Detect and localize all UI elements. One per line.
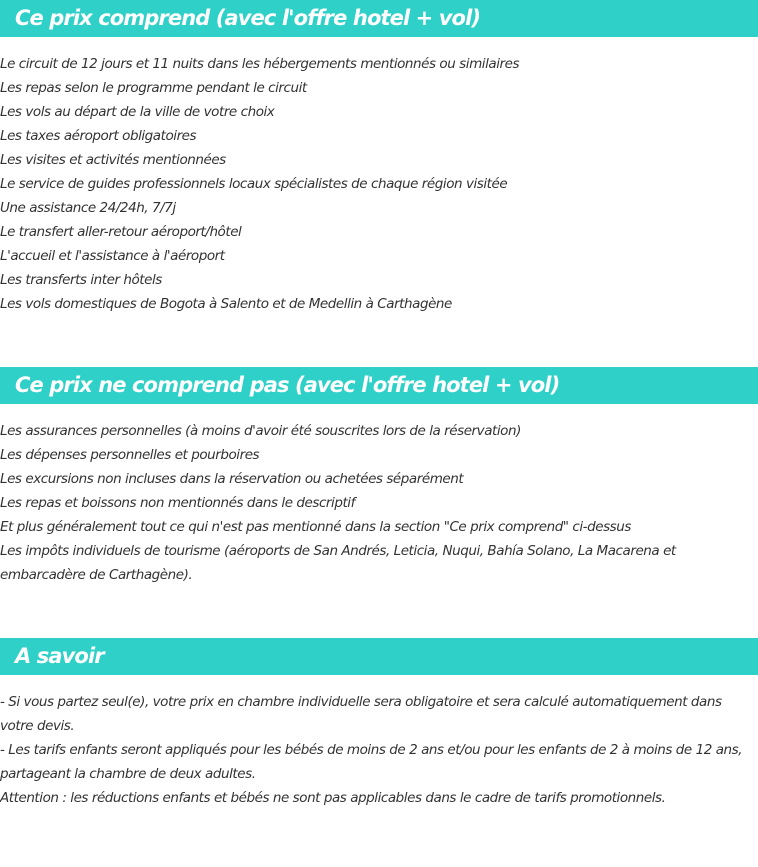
included-item: Les visites et activités mentionnées (0, 152, 226, 168)
excluded-section-title: Ce prix ne comprend pas (avec l'offre hotel + vol) (15, 373, 560, 397)
excluded-item: Les impôts individuels de tourisme (aéroports de San Andrés, Leticia, Nuqui, Bahía Solano, La Macarena et embarcadère de Carthagène). (0, 543, 676, 583)
included-item: Le circuit de 12 jours et 11 nuits dans les hébergements mentionnés ou similaires (0, 56, 520, 72)
included-item: Les vols au départ de la ville de votre choix (0, 104, 275, 120)
included-section-header (0, 0, 758, 37)
included-item: Une assistance 24/24h, 7/7j (0, 200, 176, 216)
excluded-item: Les dépenses personnelles et pourboires (0, 447, 260, 463)
included-item: Les taxes aéroport obligatoires (0, 128, 197, 144)
included-item: Le transfert aller-retour aéroport/hôtel (0, 224, 242, 240)
included-item: Les repas selon le programme pendant le circuit (0, 80, 307, 96)
info-section-header (0, 638, 758, 675)
excluded-item: Les assurances personnelles (à moins d'avoir été souscrites lors de la réservation) (0, 423, 521, 439)
info-section-title: A savoir (15, 644, 104, 668)
included-item: L'accueil et l'assistance à l'aéroport (0, 248, 225, 264)
included-list (0, 52, 758, 316)
info-item: - Si vous partez seul(e), votre prix en chambre individuelle sera obligatoire et sera calculé automatiquement dans votre devis. (0, 694, 722, 734)
included-item: Le service de guides professionnels locaux spécialistes de chaque région visitée (0, 176, 508, 192)
info-item: - Les tarifs enfants seront appliqués pour les bébés de moins de 2 ans et/ou pour les enfants de 2 à moins de 12 ans, partageant la chambre de deux adultes. (0, 742, 743, 782)
info-list (0, 690, 758, 810)
excluded-item: Les repas et boissons non mentionnés dans le descriptif (0, 495, 355, 511)
excluded-list (0, 419, 758, 587)
included-item: Les transferts inter hôtels (0, 272, 162, 288)
excluded-item: Les excursions non incluses dans la réservation ou achetées séparément (0, 471, 464, 487)
included-section-title: Ce prix comprend (avec l'offre hotel + vol) (15, 6, 481, 30)
info-item: Attention : les réductions enfants et bébés ne sont pas applicables dans le cadre de tarifs promotionnels. (0, 790, 666, 806)
included-item: Les vols domestiques de Bogota à Salento et de Medellin à Carthagène (0, 296, 452, 312)
excluded-section-header (0, 367, 758, 404)
excluded-item: Et plus généralement tout ce qui n'est pas mentionné dans la section "Ce prix comprend" ci-dessus (0, 519, 631, 535)
